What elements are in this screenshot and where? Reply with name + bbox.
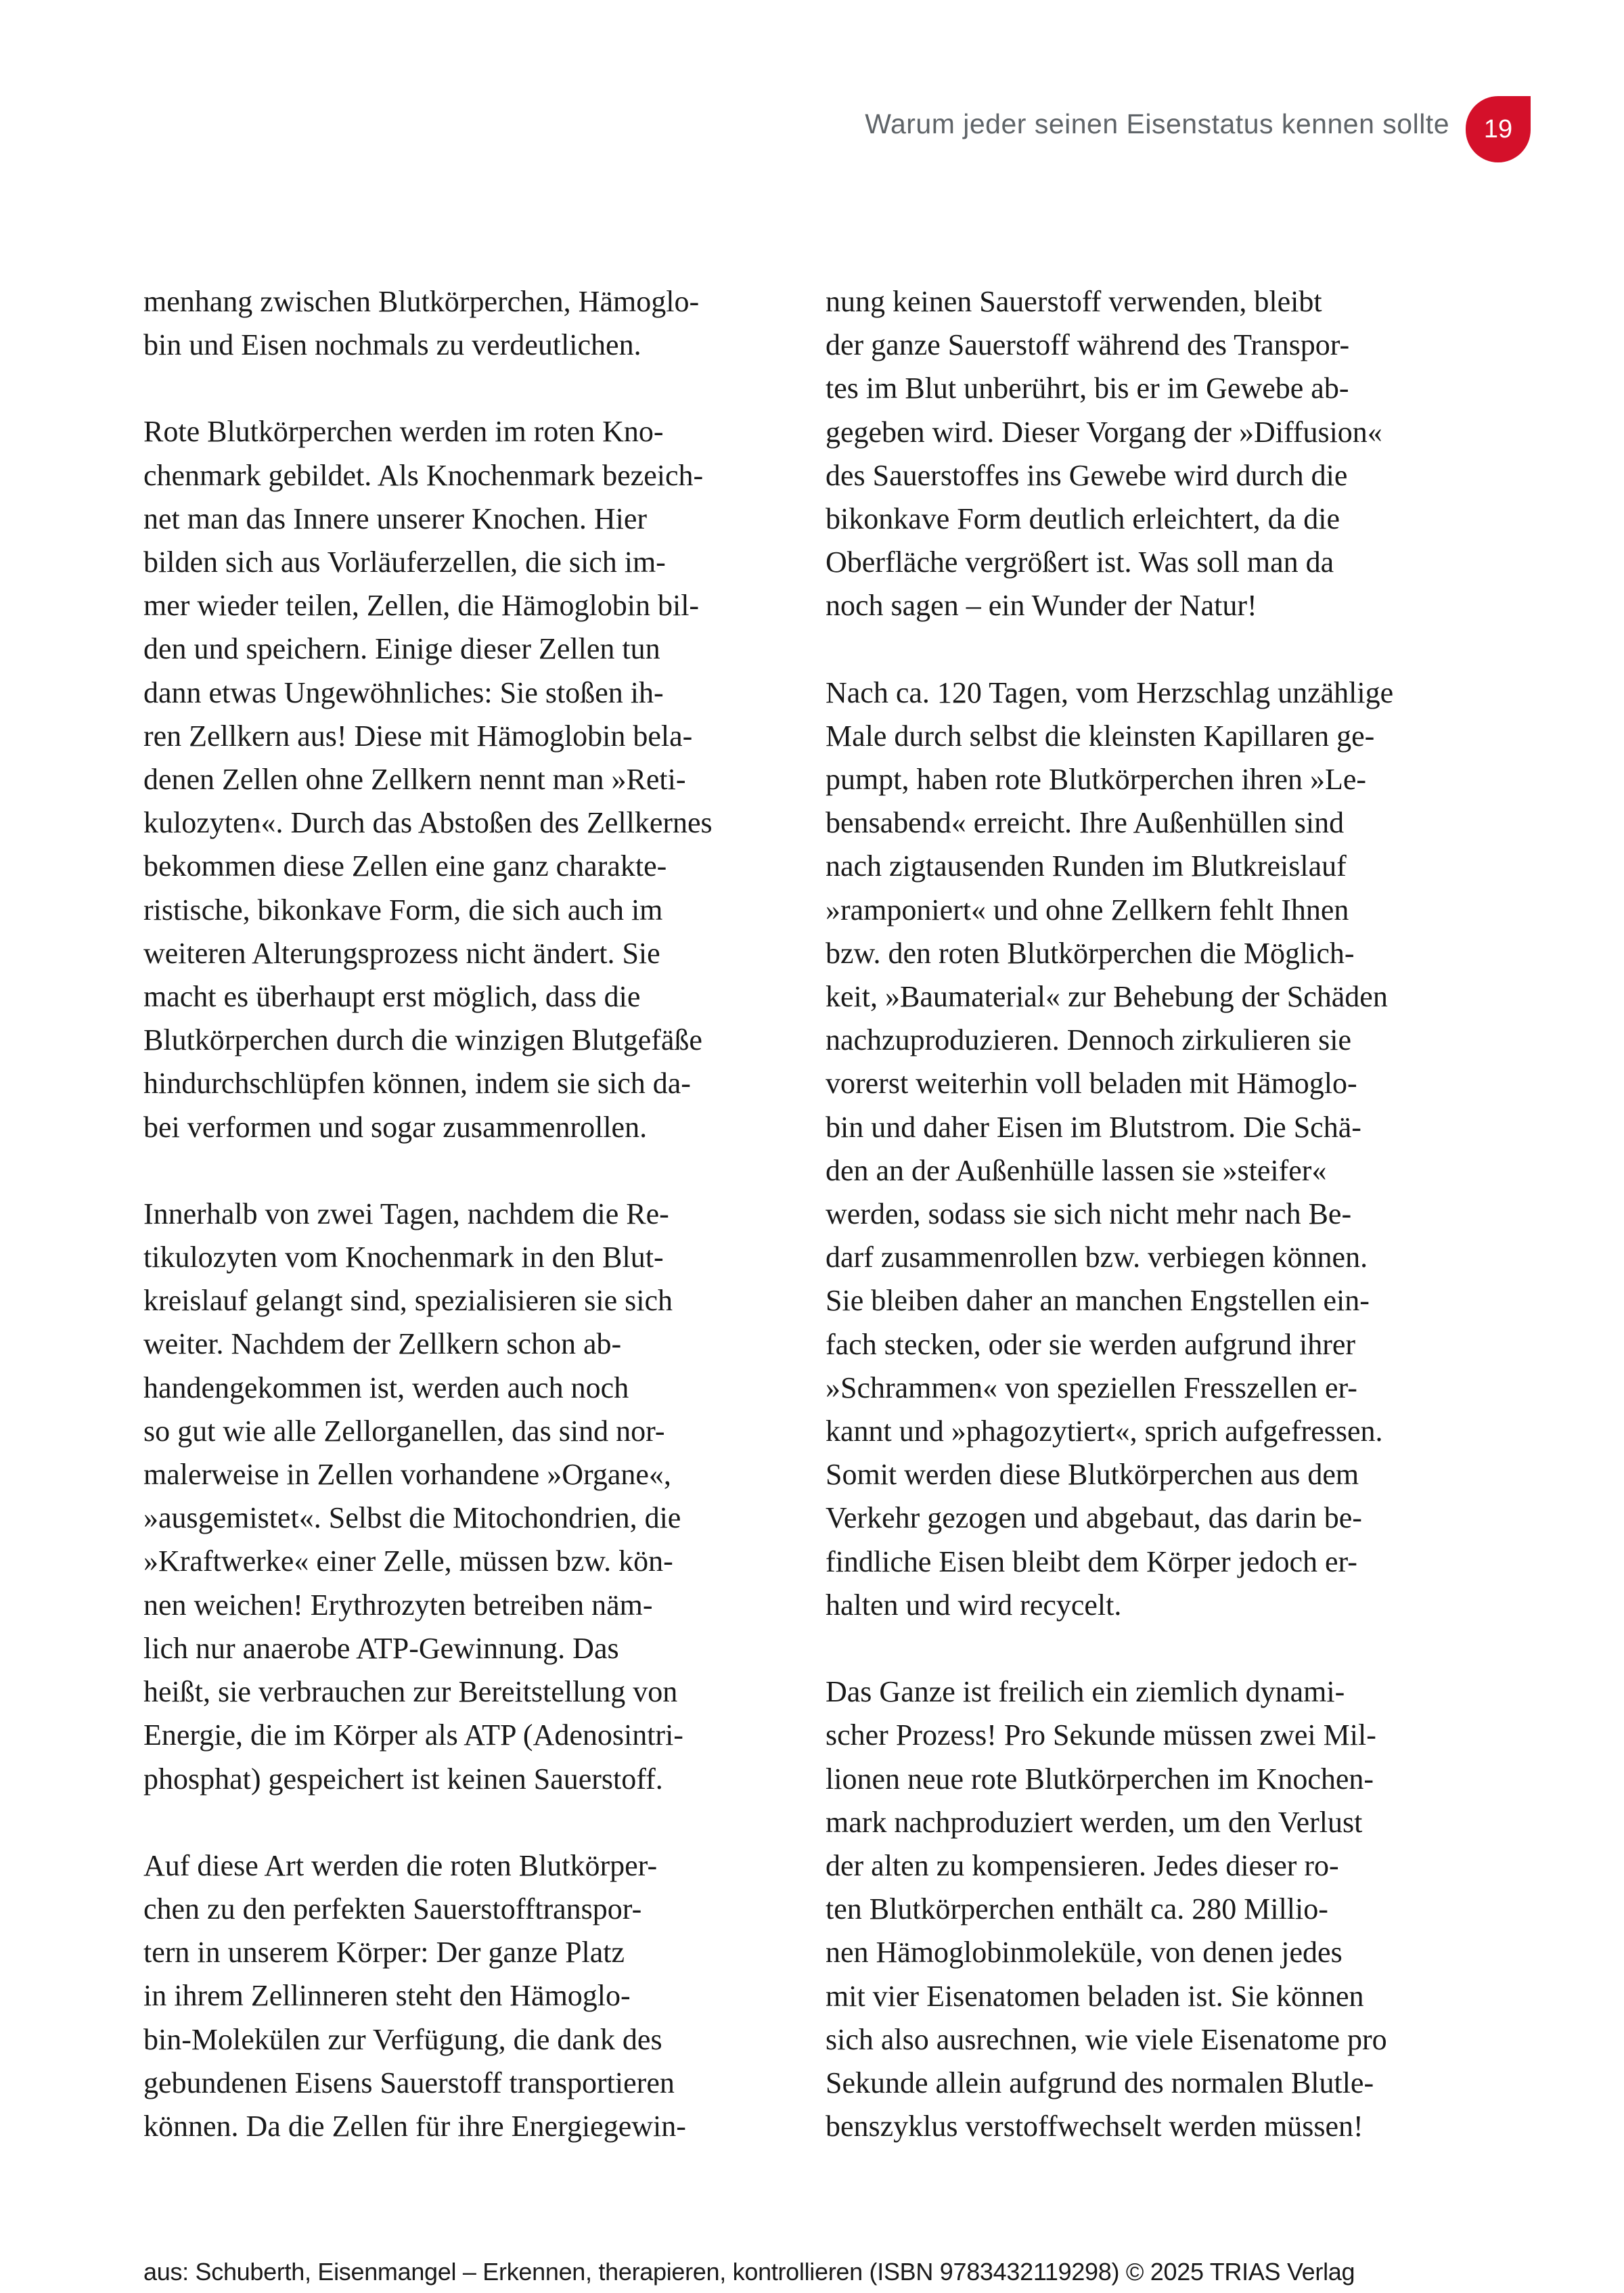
text-line: gegeben wird. Dieser Vorgang der »Diffusion« (826, 415, 1382, 449)
text-line: tes im Blut unberührt, bis er im Gewebe ab- (826, 372, 1349, 405)
text-line: mit vier Eisenatomen beladen ist. Sie können (826, 1979, 1364, 2013)
text-column-right (826, 280, 1448, 2191)
text-line: phosphat) gespeichert ist keinen Sauerstoff. (143, 1762, 663, 1796)
text-line: chenmark gebildet. Als Knochenmark bezeich- (143, 458, 704, 492)
text-line: nach zigtausenden Runden im Blutkreislauf (826, 849, 1347, 883)
text-line: Das Ganze ist freilich ein ziemlich dynami- (826, 1675, 1345, 1709)
page-number-badge (1466, 96, 1531, 162)
text-line: bilden sich aus Vorläuferzellen, die sich im- (143, 546, 666, 579)
text-line: lionen neue rote Blutkörperchen im Knochen- (826, 1762, 1374, 1796)
body-paragraph (826, 1670, 1448, 2148)
text-line: Innerhalb von zwei Tagen, nachdem die Re- (143, 1197, 669, 1230)
text-line: in ihrem Zellinneren steht den Hämoglo- (143, 1979, 631, 2013)
text-line: »Schrammen« von speziellen Fresszellen er- (826, 1371, 1357, 1404)
text-column-left (143, 280, 766, 2191)
text-line: vorerst weiterhin voll beladen mit Hämoglo- (826, 1067, 1357, 1100)
text-line: weiter. Nachdem der Zellkern schon ab- (143, 1327, 622, 1361)
text-line: bzw. den roten Blutkörperchen die Möglich- (826, 936, 1355, 970)
text-line: weiteren Alterungsprozess nicht ändert. Sie (143, 936, 660, 970)
text-line: werden, sodass sie sich nicht mehr nach Be- (826, 1197, 1352, 1231)
text-line: können. Da die Zellen für ihre Energiegewin- (143, 2109, 686, 2143)
text-line: handengekommen ist, werden auch noch (143, 1371, 629, 1404)
text-line: bei verformen und sogar zusammenrollen. (143, 1110, 648, 1144)
body-paragraph (143, 1193, 766, 1801)
text-line: bin und Eisen nochmals zu verdeutlichen. (143, 328, 641, 362)
text-line: der ganze Sauerstoff während des Transpor- (826, 328, 1350, 362)
text-line: lich nur anaerobe ATP-Gewinnung. Das (143, 1631, 619, 1665)
text-line: denen Zellen ohne Zellkern nennt man »Reti- (143, 763, 686, 797)
text-line: Sie bleiben daher an manchen Engstellen ein- (826, 1284, 1370, 1318)
text-line: bikonkave Form deutlich erleichtert, da die (826, 502, 1340, 536)
text-line: halten und wird recycelt. (826, 1588, 1122, 1622)
text-line: »ramponiert« und ohne Zellkern fehlt Ihnen (826, 893, 1349, 927)
text-line: Verkehr gezogen und abgebaut, das darin be- (826, 1501, 1362, 1535)
text-line: Oberfläche vergrößert ist. Was soll man da (826, 546, 1334, 579)
text-line: Energie, die im Körper als ATP (Adenosintri- (143, 1718, 683, 1752)
text-line: bensabend« erreicht. Ihre Außenhüllen sind (826, 806, 1345, 840)
text-line: keit, »Baumaterial« zur Behebung der Schäden (826, 980, 1388, 1014)
text-line: »Kraftwerke« einer Zelle, müssen bzw. kön- (143, 1544, 673, 1578)
text-line: der alten zu kompensieren. Jedes dieser ro- (826, 1848, 1339, 1882)
text-line: des Sauerstoffes ins Gewebe wird durch die (826, 458, 1348, 492)
text-line: Sekunde allein aufgrund des normalen Blutle- (826, 2066, 1374, 2099)
text-line: nen Hämoglobinmoleküle, von denen jedes (826, 1936, 1343, 1969)
body-paragraph (143, 280, 766, 367)
footer-citation: aus: Schuberth, Eisenmangel – Erkennen, therapieren, kontrollieren (ISBN 9783432119298) © 2025 TRIAS Verlag (143, 2258, 1355, 2286)
text-line: Nach ca. 120 Tagen, vom Herzschlag unzählige (826, 675, 1394, 709)
text-line: den und speichern. Einige dieser Zellen tun (143, 632, 660, 666)
text-line: dann etwas Ungewöhnliches: Sie stoßen ih- (143, 675, 664, 709)
text-line: Auf diese Art werden die roten Blutkörper- (143, 1848, 658, 1882)
text-line: kulozyten«. Durch das Abstoßen des Zellkernes (143, 806, 713, 840)
text-line: Blutkörperchen durch die winzigen Blutgefäße (143, 1023, 702, 1057)
text-line: scher Prozess! Pro Sekunde müssen zwei Mil- (826, 1718, 1376, 1752)
text-line: hindurchschlüpfen können, indem sie sich da- (143, 1067, 691, 1100)
text-line: den an der Außenhülle lassen sie »steifer« (826, 1153, 1327, 1187)
text-line: malerweise in Zellen vorhandene »Organe«, (143, 1458, 671, 1492)
text-line: bekommen diese Zellen eine ganz charakte- (143, 849, 667, 883)
text-line: noch sagen – ein Wunder der Natur! (826, 589, 1257, 623)
text-line: Male durch selbst die kleinsten Kapillaren ge- (826, 719, 1375, 753)
text-line: mark nachproduziert werden, um den Verlust (826, 1805, 1363, 1839)
text-line: nen weichen! Erythrozyten betreiben näm- (143, 1588, 653, 1622)
text-line: kannt und »phagozytiert«, sprich aufgefressen. (826, 1415, 1383, 1448)
text-line: ren Zellkern aus! Diese mit Hämoglobin bela- (143, 719, 693, 753)
page-number: 19 (1483, 114, 1513, 143)
text-line: kreislauf gelangt sind, spezialisieren sie sich (143, 1284, 673, 1318)
text-line: findliche Eisen bleibt dem Körper jedoch er- (826, 1544, 1357, 1578)
text-line: chen zu den perfekten Sauerstofftranspor- (143, 1892, 642, 1925)
text-line: Rote Blutkörperchen werden im roten Kno- (143, 415, 664, 449)
body-paragraph (826, 671, 1448, 1627)
running-header-title: Warum jeder seinen Eisenstatus kennen sollte (865, 108, 1449, 139)
text-line: mer wieder teilen, Zellen, die Hämoglobin bil- (143, 589, 700, 623)
text-line: fach stecken, oder sie werden aufgrund ihrer (826, 1327, 1356, 1361)
text-line: darf zusammenrollen bzw. verbiegen können. (826, 1241, 1368, 1274)
body-paragraph (143, 1844, 766, 2148)
text-line: gebundenen Eisens Sauerstoff transportieren (143, 2066, 675, 2099)
text-line: bin und daher Eisen im Blutstrom. Die Schä- (826, 1110, 1361, 1144)
text-line: menhang zwischen Blutkörperchen, Hämoglo- (143, 285, 700, 318)
text-line: bin-Molekülen zur Verfügung, die dank des (143, 2022, 662, 2056)
text-line: benszyklus verstoffwechselt werden müssen! (826, 2110, 1363, 2143)
text-line: tikulozyten vom Knochenmark in den Blut- (143, 1241, 664, 1274)
text-line: net man das Innere unserer Knochen. Hier (143, 502, 648, 535)
text-line: sich also ausrechnen, wie viele Eisenatome pro (826, 2022, 1387, 2056)
text-line: nung keinen Sauerstoff verwenden, bleibt (826, 285, 1322, 318)
body-paragraph (143, 410, 766, 1149)
text-line: pumpt, haben rote Blutkörperchen ihren »Le- (826, 763, 1367, 797)
text-line: ristische, bikonkave Form, die sich auch im (143, 893, 663, 927)
text-line: so gut wie alle Zellorganellen, das sind nor- (143, 1414, 665, 1448)
text-line: macht es überhaupt erst möglich, dass die (143, 980, 641, 1014)
text-line: heißt, sie verbrauchen zur Bereitstellung von (143, 1675, 678, 1709)
text-line: tern in unserem Körper: Der ganze Platz (143, 1936, 625, 1969)
text-line: Somit werden diese Blutkörperchen aus dem (826, 1458, 1359, 1492)
text-line: ten Blutkörperchen enthält ca. 280 Millio- (826, 1892, 1328, 1926)
body-paragraph (826, 280, 1448, 628)
text-line: nachzuproduzieren. Dennoch zirkulieren sie (826, 1023, 1351, 1057)
text-line: »ausgemistet«. Selbst die Mitochondrien, die (143, 1501, 681, 1535)
